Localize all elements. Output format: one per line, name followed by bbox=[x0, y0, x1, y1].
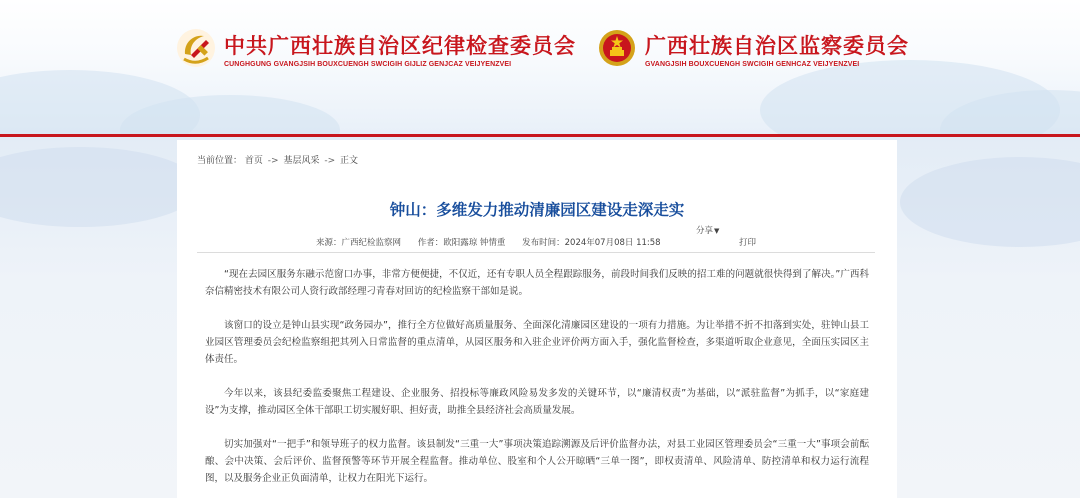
article-body bbox=[205, 266, 869, 498]
article-panel bbox=[177, 140, 897, 498]
article-paragraph: 切实加强对“一把手”和领导班子的权力监督。该县制发“三重一大”事项决策追踪溯源及后评价监督办法，对县工业园区管理委员会“三重一大”事项会前酝酿、会中决策、会后评价、监督预警等环节开展全程监督。推动单位、股室和个人公开晾晒“三单一图”，即权责清单、风险清单、防控清单和权力运行流程图，以及服务企业正负面清单，让权力在阳光下运行。 bbox=[205, 439, 869, 484]
supervision-name-en: GVANGJSIH BOUXCUENGH SWCIGIH GENHCAZ VEIJYENZVEI bbox=[645, 61, 860, 68]
breadcrumb-section[interactable]: 基层风采 bbox=[283, 156, 320, 166]
article-title: 钟山：多维发力推动清廉园区建设走深走实 bbox=[389, 201, 685, 219]
cdi-name-en: CUNGHGUNG GVANGJSIH BOUXCUENGH SWCIGIH GIJLIZ GENJCAZ VEIJYENZVEI bbox=[224, 61, 512, 68]
article-paragraph: “现在去园区服务东融示范窗口办事，非常方便便捷，不仅近，还有专职人员全程跟踪服务，前段时间我们反映的招工难的问题就很快得到了解决。”广西科奈信精密技术有限公司人资行政部经理刁青春对回访的纪检监察干部如是说。 bbox=[205, 269, 869, 297]
breadcrumb-separator: -> bbox=[267, 156, 279, 166]
breadcrumb-separator: -> bbox=[324, 156, 336, 166]
print-button[interactable]: 打印 bbox=[739, 238, 757, 248]
meta-divider bbox=[197, 252, 875, 253]
decorative-cloud bbox=[900, 157, 1080, 247]
national-emblem-icon bbox=[597, 28, 637, 68]
site-header bbox=[0, 0, 1080, 140]
article-paragraph: 今年以来，该县纪委监委聚焦工程建设、企业服务、招投标等廉政风险易发多发的关键环节，以“廉清权责”为基础，以“派驻监督”为抓手，以“家庭建设”为支撑，推动园区全体干部职工切实履好职、担好责，助推全县经济社会高质量发展。 bbox=[205, 388, 869, 416]
article-meta bbox=[316, 236, 675, 248]
article-paragraph: 该窗口的设立是钟山县实现“政务园办”，推行全方位做好高质量服务、全面深化清廉园区建设的一项有力措施。为让举措不折不扣落到实处，驻钟山县工业园区管理委员会纪检监察组把其列入日常监督的重点清单，从园区服务和入驻企业评价两方面入手，强化监督检查，多渠道听取企业意见，全面压实园区主体责任。 bbox=[205, 320, 869, 365]
party-emblem-icon bbox=[176, 28, 216, 68]
cdi-brand[interactable] bbox=[176, 28, 576, 76]
article-author: 作者：欧阳露琼 钟情重 bbox=[417, 238, 506, 248]
share-button[interactable] bbox=[696, 224, 719, 236]
decorative-cloud bbox=[0, 147, 200, 227]
share-label: 分享 bbox=[696, 226, 714, 236]
chevron-down-icon: ▼ bbox=[714, 227, 720, 235]
cdi-name-cn: 中共广西壮族自治区纪律检查委员会 bbox=[224, 33, 576, 58]
supervision-name-cn: 广西壮族自治区监察委员会 bbox=[645, 33, 909, 58]
article-published: 发布时间：2024年07月08日 11:58 bbox=[522, 238, 661, 248]
supervision-brand[interactable] bbox=[597, 28, 907, 76]
breadcrumb-prefix: 当前位置： bbox=[197, 156, 243, 166]
breadcrumb-home[interactable]: 首页 bbox=[244, 156, 263, 166]
article-source: 来源：广西纪检监察网 bbox=[316, 238, 402, 248]
breadcrumb bbox=[197, 153, 358, 166]
breadcrumb-current: 正文 bbox=[340, 156, 359, 166]
